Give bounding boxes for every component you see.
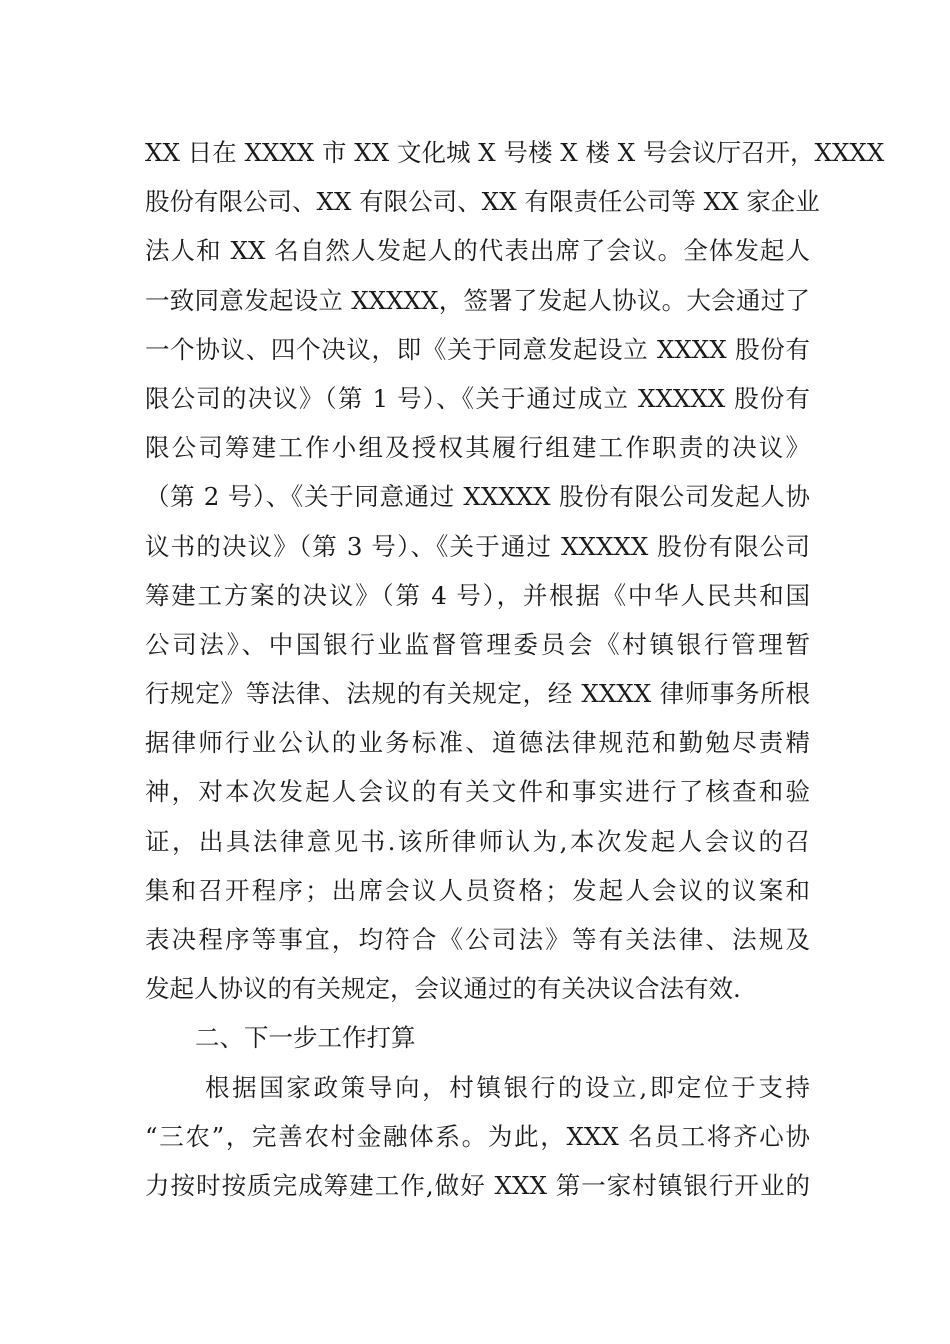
- text-line: 神，对本次发起人会议的有关文件和事实进行了核查和验: [145, 777, 810, 807]
- text-line: 行规定》等法律、法规的有关规定，经 XXXX 律师事务所根: [145, 679, 810, 709]
- text-line: XX 日在 XXXX 市 XX 文化城 X 号楼 X 楼 X 号会议厅召开，XXXX: [145, 138, 885, 167]
- text-line: 据律师行业公认的业务标准、道德法律规范和勤勉尽责精: [145, 728, 810, 758]
- text-line: 限公司的决议》（第 1 号）、《关于通过成立 XXXXX 股份有: [145, 383, 810, 413]
- paragraph-first-line: 根据国家政策导向，村镇银行的设立,即定位于支持: [205, 1072, 810, 1102]
- text-line: 筹建工方案的决议》（第 4 号），并根据《中华人民共和国: [145, 580, 810, 610]
- text-line: 证，出具法律意见书.该所律师认为,本次发起人会议的召: [145, 826, 810, 856]
- text-line: 股份有限公司、XX 有限公司、XX 有限责任公司等 XX 家企业: [145, 187, 820, 217]
- text-line: 公司法》、中国银行业监督管理委员会《村镇银行管理暂: [145, 629, 810, 659]
- text-line: （第 2 号）、《关于同意通过 XXXXX 股份有限公司发起人协: [145, 482, 810, 512]
- text-line: 表决程序等事宜，均符合《公司法》等有关法律、法规及: [145, 925, 810, 954]
- body-text: [145, 128, 885, 1210]
- text-line: 限公司筹建工作小组及授权其履行组建工作职责的决议》: [145, 433, 810, 463]
- text-line: 力按时按质完成筹建工作,做好 XXX 第一家村镇银行开业的: [145, 1170, 810, 1200]
- text-line: 议书的决议》（第 3 号）、《关于通过 XXXXX 股份有限公司: [145, 531, 810, 561]
- paragraph-last-line: 发起人协议的有关规定，会议通过的有关决议合法有效.: [145, 974, 741, 1004]
- section-heading: 二、下一步工作打算: [195, 1023, 416, 1053]
- text-line: 法人和 XX 名自然人发起人的代表出席了会议。全体发起人: [145, 236, 810, 266]
- text-line: “三农”，完善农村金融体系。为此，XXX 名员工将齐心协: [145, 1121, 810, 1151]
- text-line: 一个协议、四个决议，即《关于同意发起设立 XXXX 股份有: [145, 334, 810, 364]
- text-line: 一致同意发起设立 XXXXX，签署了发起人协议。大会通过了: [145, 285, 810, 315]
- text-line: 集和召开程序；出席会议人员资格；发起人会议的议案和: [145, 875, 810, 905]
